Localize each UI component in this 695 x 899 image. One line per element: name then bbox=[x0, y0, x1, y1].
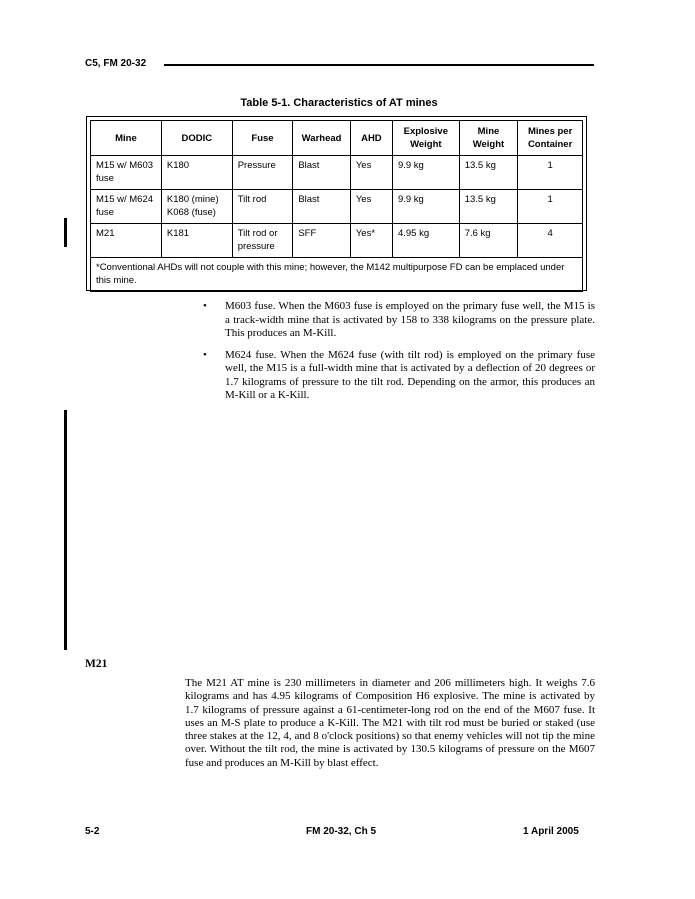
col-header: AHD bbox=[350, 121, 392, 156]
footer-manual: FM 20-32, Ch 5 bbox=[306, 826, 377, 837]
table-cell: Pressure bbox=[232, 156, 293, 190]
bullet-text: M624 fuse. When the M624 fuse (with tilt rod) is employed on the primary fuse well, the M15 is a full-width mine that is activated by a deflection of 20 degrees or 1.7 kilograms of pressure to the tilt rod. Depending on the armor, this produces an M-Kill or a K-Kill. bbox=[225, 348, 595, 401]
table-cell: K181 bbox=[161, 224, 232, 258]
footer-page-number: 5-2 bbox=[85, 826, 100, 837]
change-bar bbox=[64, 410, 67, 650]
table-cell: 9.9 kg bbox=[392, 190, 459, 224]
col-header: Explosive Weight bbox=[392, 121, 459, 156]
table-cell: SFF bbox=[293, 224, 351, 258]
col-header: Fuse bbox=[232, 121, 293, 156]
bullet-text: M603 fuse. When the M603 fuse is employed on the primary fuse well, the M15 is a track-width mine that is activated by 158 to 338 kilograms on the pressure plate. This produces an M-Kill. bbox=[225, 300, 595, 339]
bullet-icon: • bbox=[203, 348, 207, 361]
table-cell: K180 bbox=[161, 156, 232, 190]
table-row bbox=[91, 156, 583, 190]
table-cell: M15 w/ M603 fuse bbox=[91, 156, 162, 190]
col-header: Mines per Container bbox=[518, 121, 583, 156]
header-rule bbox=[164, 64, 594, 66]
table-cell: 1 bbox=[518, 156, 583, 190]
table-cell: Yes bbox=[350, 190, 392, 224]
table-cell: Blast bbox=[293, 190, 351, 224]
table-cell: K180 (mine) K068 (fuse) bbox=[161, 190, 232, 224]
col-header: Warhead bbox=[293, 121, 351, 156]
table-cell: M21 bbox=[91, 224, 162, 258]
bullet-icon: • bbox=[203, 300, 207, 312]
characteristics-table bbox=[90, 120, 583, 292]
col-header: DODIC bbox=[161, 121, 232, 156]
section-heading: M21 bbox=[85, 658, 108, 670]
table-cell: 13.5 kg bbox=[459, 156, 518, 190]
table-cell: 7.6 kg bbox=[459, 224, 518, 258]
table-cell: 4 bbox=[518, 224, 583, 258]
table-cell: Tilt rod or pressure bbox=[232, 224, 293, 258]
table-cell: 13.5 kg bbox=[459, 190, 518, 224]
table-cell: Blast bbox=[293, 156, 351, 190]
table-header-row bbox=[91, 121, 583, 156]
list-item bbox=[203, 349, 595, 403]
col-header: Mine bbox=[91, 121, 162, 156]
table-cell: Yes* bbox=[350, 224, 392, 258]
list-item bbox=[203, 300, 595, 341]
page-header-code: C5, FM 20-32 bbox=[85, 58, 147, 69]
table-cell: 4.95 kg bbox=[392, 224, 459, 258]
table-cell: M15 w/ M624 fuse bbox=[91, 190, 162, 224]
table-cell: Tilt rod bbox=[232, 190, 293, 224]
table-row bbox=[91, 224, 583, 258]
change-bar bbox=[64, 218, 67, 247]
table-footnote: *Conventional AHDs will not couple with this mine; however, the M142 multipurpose FD can be emplaced under this mine. bbox=[91, 258, 583, 292]
body-paragraph: The M21 AT mine is 230 millimeters in diameter and 206 millimeters high. It weighs 7.6 kilograms and has 4.95 kilograms of Composition H6 explosive. The mine is activated by 1.7 kilograms of pressure against a 61-centimeter-long rod on the end of the M607 fuse. It uses an M-S plate to produce a K-Kill. The M21 with tilt rod must be buried or staked (use three stakes at the 12, 4, and 8 o'clock positions) so that enemy vehicles will not tip the mine over. Without the tilt rod, the mine is activated by 130.5 kilograms of pressure on the M607 fuse and produces an M-Kill by blast effect. bbox=[185, 677, 595, 769]
bullet-list bbox=[203, 300, 595, 411]
table-footnote-row bbox=[91, 258, 583, 292]
table-title: Table 5-1. Characteristics of AT mines bbox=[240, 97, 438, 109]
table-cell: 1 bbox=[518, 190, 583, 224]
table-cell: Yes bbox=[350, 156, 392, 190]
footer-date: 1 April 2005 bbox=[523, 826, 579, 837]
col-header: Mine Weight bbox=[459, 121, 518, 156]
table-row bbox=[91, 190, 583, 224]
table-cell: 9.9 kg bbox=[392, 156, 459, 190]
